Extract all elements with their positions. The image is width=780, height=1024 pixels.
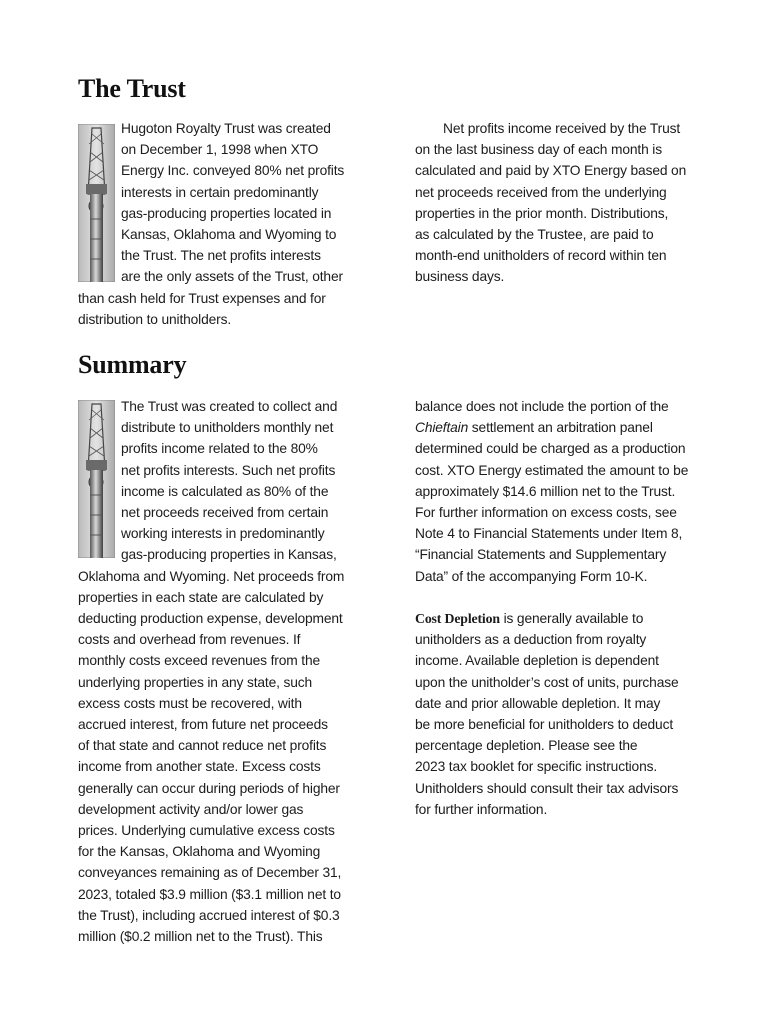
text-line: are the only assets of the Trust, other xyxy=(121,269,343,285)
text-line: be more beneficial for unitholders to deduct xyxy=(415,717,674,733)
text-line: working interests in predominantly xyxy=(121,526,325,542)
text-line: Oklahoma and Wyoming. Net proceeds from xyxy=(78,568,345,584)
text-line: distribution to unitholders. xyxy=(78,311,232,327)
text-line: percentage depletion. Please see the xyxy=(415,738,638,754)
text-line: Unitholders should consult their tax advisors xyxy=(415,780,679,796)
trust-right-text xyxy=(415,118,705,288)
text-line: Net profits income received by the Trust xyxy=(443,121,681,136)
text-line: income is calculated as 80% of the xyxy=(121,483,329,499)
text-line: gas-producing properties in Kansas, xyxy=(121,547,337,563)
text-line: million ($0.2 million net to the Trust). This xyxy=(78,929,323,945)
text-line: the Trust), including accrued interest of $0.3 xyxy=(78,907,340,923)
text-line: than cash held for Trust expenses and for xyxy=(78,290,326,306)
text-line: 2023 tax booklet for specific instructions. xyxy=(415,759,658,775)
text-line: properties in the prior month. Distributions, xyxy=(415,205,669,221)
text-line: Energy Inc. conveyed 80% net profits xyxy=(121,163,345,179)
text-line: business days. xyxy=(415,269,505,285)
text-line: balance does not include the portion of the xyxy=(415,399,669,414)
text-line: upon the unitholder’s cost of units, purchase xyxy=(415,674,679,690)
text-line xyxy=(415,417,715,438)
text-line: for further information. xyxy=(415,801,548,817)
text-line: For further information on excess costs, see xyxy=(415,505,677,521)
text-line: development activity and/or lower gas xyxy=(78,801,304,817)
text-line: date and prior allowable depletion. It may xyxy=(415,695,661,711)
text-line: of that state and cannot reduce net profits xyxy=(78,738,327,754)
text-line: month-end unitholders of record within ten xyxy=(415,248,667,264)
trust-left-text xyxy=(78,118,368,330)
text-line: unitholders as a deduction from royalty xyxy=(415,632,647,648)
text-fragment: settlement an arbitration panel xyxy=(468,420,653,436)
text-line: for the Kansas, Oklahoma and Wyoming xyxy=(78,844,321,860)
text-line: interests in certain predominantly xyxy=(121,184,319,200)
text-line: on December 1, 1998 when XTO xyxy=(121,142,319,158)
text-line: “Financial Statements and Supplementary xyxy=(415,547,667,563)
text-line: as calculated by the Trustee, are paid to xyxy=(415,227,654,243)
text-line: deducting production expense, development xyxy=(78,611,343,627)
text-fragment: is generally available to xyxy=(499,611,644,627)
text-line: costs and overhead from revenues. If xyxy=(78,632,301,648)
text-line: net profits interests. Such net profits xyxy=(121,462,336,478)
text-line: income. Available depletion is dependent xyxy=(415,653,659,669)
text-line: monthly costs exceed revenues from the xyxy=(78,653,320,669)
text-line: distribute to unitholders monthly net xyxy=(121,420,334,436)
text-line: accrued interest, from future net proceeds xyxy=(78,717,328,733)
summary-left-text xyxy=(78,396,368,947)
text-line: on the last business day of each month is xyxy=(415,142,662,158)
text-line: gas-producing properties located in xyxy=(121,205,332,221)
text-line: Data” of the accompanying Form 10-K. xyxy=(415,568,648,584)
text-line: calculated and paid by XTO Energy based on xyxy=(415,163,687,179)
text-line: prices. Underlying cumulative excess costs xyxy=(78,823,335,839)
text-line: net proceeds received from certain xyxy=(121,505,329,521)
text-line: underlying properties in any state, such xyxy=(78,674,313,690)
blank-line xyxy=(415,587,715,608)
summary-heading: Summary xyxy=(78,350,187,379)
trust-heading: The Trust xyxy=(78,74,186,103)
text-line: determined could be charged as a production xyxy=(415,441,686,457)
text-line: generally can occur during periods of higher xyxy=(78,780,340,796)
text-line: 2023, totaled $3.9 million ($3.1 million net to xyxy=(78,886,341,902)
text-line: profits income related to the 80% xyxy=(121,441,318,457)
text-line: Note 4 to Financial Statements under Item 8, xyxy=(415,526,683,542)
text-line: excess costs must be recovered, with xyxy=(78,695,302,711)
text-line: conveyances remaining as of December 31, xyxy=(78,865,342,881)
text-line: the Trust. The net profits interests xyxy=(121,248,321,264)
text-line: properties in each state are calculated by xyxy=(78,589,324,605)
text-line: Hugoton Royalty Trust was created xyxy=(121,121,331,136)
text-line: Kansas, Oklahoma and Wyoming to xyxy=(121,227,337,243)
cost-depletion-term: Cost Depletion xyxy=(415,611,500,627)
text-line: income from another state. Excess costs xyxy=(78,759,321,775)
text-line: approximately $14.6 million net to the Trust. xyxy=(415,483,676,499)
text-line: cost. XTO Energy estimated the amount to be xyxy=(415,462,689,478)
summary-right-text xyxy=(415,396,715,820)
chieftain-italic: Chieftain xyxy=(415,420,469,436)
text-line: net proceeds received from the underlying xyxy=(415,184,667,200)
text-line: The Trust was created to collect and xyxy=(121,399,338,414)
text-line xyxy=(415,608,715,629)
